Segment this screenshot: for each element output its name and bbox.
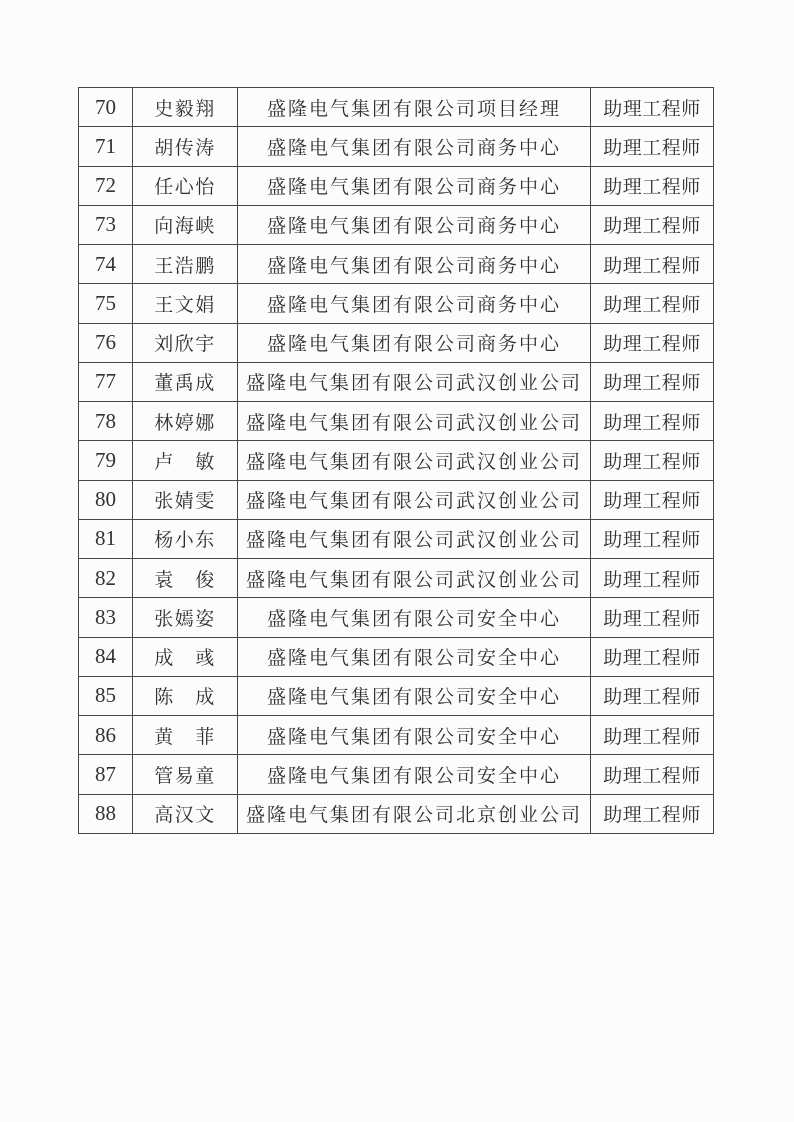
person-name: 管易童 (133, 755, 238, 794)
organization: 盛隆电气集团有限公司武汉创业公司 (238, 480, 591, 519)
table-row (79, 205, 714, 244)
job-title: 助理工程师 (591, 245, 714, 284)
person-name: 张婧雯 (133, 480, 238, 519)
organization: 盛隆电气集团有限公司武汉创业公司 (238, 559, 591, 598)
table-row (79, 402, 714, 441)
job-title: 助理工程师 (591, 480, 714, 519)
job-title: 助理工程师 (591, 598, 714, 637)
organization: 盛隆电气集团有限公司商务中心 (238, 127, 591, 166)
job-title: 助理工程师 (591, 205, 714, 244)
organization: 盛隆电气集团有限公司武汉创业公司 (238, 441, 591, 480)
person-name: 卢 敏 (133, 441, 238, 480)
job-title: 助理工程师 (591, 166, 714, 205)
row-number: 71 (79, 127, 133, 166)
row-number: 86 (79, 716, 133, 755)
table-row (79, 598, 714, 637)
row-number: 72 (79, 166, 133, 205)
organization: 盛隆电气集团有限公司项目经理 (238, 88, 591, 127)
staff-table-body (79, 88, 714, 834)
job-title: 助理工程师 (591, 716, 714, 755)
organization: 盛隆电气集团有限公司安全中心 (238, 637, 591, 676)
row-number: 74 (79, 245, 133, 284)
table-row (79, 794, 714, 833)
organization: 盛隆电气集团有限公司武汉创业公司 (238, 402, 591, 441)
job-title: 助理工程师 (591, 323, 714, 362)
person-name: 杨小东 (133, 519, 238, 558)
person-name: 陈 成 (133, 676, 238, 715)
row-number: 73 (79, 205, 133, 244)
organization: 盛隆电气集团有限公司安全中心 (238, 716, 591, 755)
row-number: 80 (79, 480, 133, 519)
person-name: 史毅翔 (133, 88, 238, 127)
row-number: 75 (79, 284, 133, 323)
organization: 盛隆电气集团有限公司安全中心 (238, 598, 591, 637)
row-number: 76 (79, 323, 133, 362)
table-row (79, 362, 714, 401)
job-title: 助理工程师 (591, 284, 714, 323)
table-row (79, 559, 714, 598)
table-row (79, 716, 714, 755)
organization: 盛隆电气集团有限公司武汉创业公司 (238, 519, 591, 558)
row-number: 85 (79, 676, 133, 715)
job-title: 助理工程师 (591, 441, 714, 480)
row-number: 81 (79, 519, 133, 558)
table-row (79, 284, 714, 323)
table-row (79, 480, 714, 519)
job-title: 助理工程师 (591, 755, 714, 794)
organization: 盛隆电气集团有限公司商务中心 (238, 205, 591, 244)
row-number: 84 (79, 637, 133, 676)
job-title: 助理工程师 (591, 676, 714, 715)
organization: 盛隆电气集团有限公司武汉创业公司 (238, 362, 591, 401)
job-title: 助理工程师 (591, 88, 714, 127)
job-title: 助理工程师 (591, 559, 714, 598)
person-name: 刘欣宇 (133, 323, 238, 362)
row-number: 88 (79, 794, 133, 833)
organization: 盛隆电气集团有限公司安全中心 (238, 755, 591, 794)
person-name: 任心怡 (133, 166, 238, 205)
organization: 盛隆电气集团有限公司安全中心 (238, 676, 591, 715)
person-name: 高汉文 (133, 794, 238, 833)
person-name: 张嫣姿 (133, 598, 238, 637)
table-row (79, 127, 714, 166)
person-name: 王浩鹏 (133, 245, 238, 284)
table-row (79, 88, 714, 127)
person-name: 林婷娜 (133, 402, 238, 441)
table-row (79, 755, 714, 794)
table-row (79, 519, 714, 558)
person-name: 黄 菲 (133, 716, 238, 755)
person-name: 王文娟 (133, 284, 238, 323)
organization: 盛隆电气集团有限公司商务中心 (238, 245, 591, 284)
person-name: 向海峡 (133, 205, 238, 244)
staff-table (78, 87, 714, 834)
organization: 盛隆电气集团有限公司商务中心 (238, 166, 591, 205)
row-number: 78 (79, 402, 133, 441)
job-title: 助理工程师 (591, 402, 714, 441)
job-title: 助理工程师 (591, 794, 714, 833)
row-number: 83 (79, 598, 133, 637)
person-name: 袁 俊 (133, 559, 238, 598)
organization: 盛隆电气集团有限公司北京创业公司 (238, 794, 591, 833)
table-row (79, 166, 714, 205)
table-row (79, 637, 714, 676)
person-name: 成 彧 (133, 637, 238, 676)
row-number: 70 (79, 88, 133, 127)
person-name: 胡传涛 (133, 127, 238, 166)
table-row (79, 676, 714, 715)
organization: 盛隆电气集团有限公司商务中心 (238, 323, 591, 362)
job-title: 助理工程师 (591, 362, 714, 401)
table-row (79, 441, 714, 480)
job-title: 助理工程师 (591, 519, 714, 558)
person-name: 董禹成 (133, 362, 238, 401)
row-number: 82 (79, 559, 133, 598)
organization: 盛隆电气集团有限公司商务中心 (238, 284, 591, 323)
row-number: 79 (79, 441, 133, 480)
row-number: 87 (79, 755, 133, 794)
job-title: 助理工程师 (591, 127, 714, 166)
table-row (79, 323, 714, 362)
table-row (79, 245, 714, 284)
job-title: 助理工程师 (591, 637, 714, 676)
row-number: 77 (79, 362, 133, 401)
